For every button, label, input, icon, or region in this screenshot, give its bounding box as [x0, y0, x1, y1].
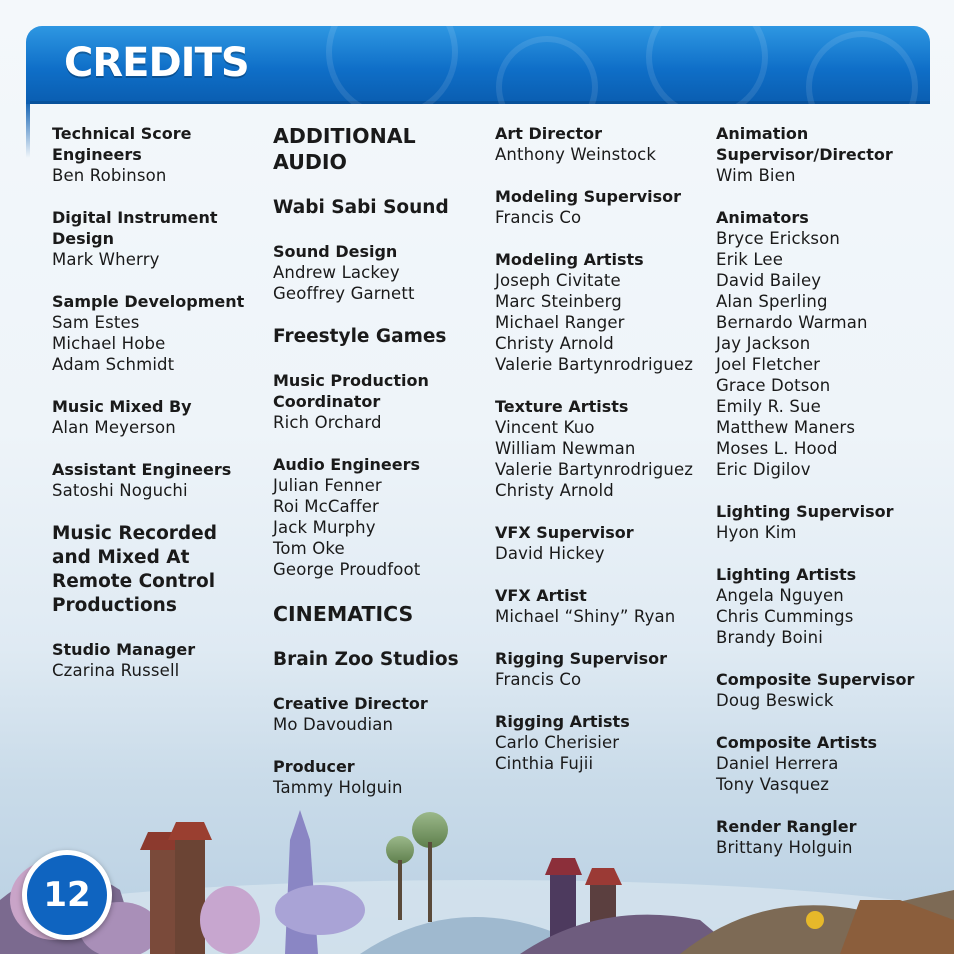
credit-role: Render Rangler — [716, 817, 857, 836]
credit-role: Animation Supervisor/Director — [716, 124, 893, 164]
credit-entry — [495, 585, 710, 627]
credit-entry — [495, 648, 710, 690]
credit-names: Sam Estes Michael Hobe Adam Schmidt — [52, 313, 175, 374]
credit-role: Art Director — [495, 124, 603, 143]
credit-role: Composite Supervisor — [716, 670, 915, 689]
credit-role: Creative Director — [273, 694, 428, 713]
credit-names: Doug Beswick — [716, 691, 834, 710]
credits-column-3 — [495, 123, 710, 795]
credit-role: Rigging Artists — [495, 712, 630, 731]
credit-names: Ben Robinson — [52, 166, 167, 185]
credit-role: Animators — [716, 208, 809, 227]
section-category-heading: ADDITIONAL AUDIO — [273, 124, 416, 174]
page-number-badge — [22, 850, 112, 940]
credit-names: Satoshi Noguchi — [52, 481, 188, 500]
credit-names: Mo Davoudian — [273, 715, 394, 734]
credit-entry — [495, 711, 710, 774]
page-number: 12 — [43, 875, 91, 915]
credit-entry — [52, 396, 267, 438]
credit-names: Alan Meyerson — [52, 418, 176, 437]
credit-names: Michael “Shiny” Ryan — [495, 607, 676, 626]
credit-names: Anthony Weinstock — [495, 145, 657, 164]
credit-names: Brittany Holguin — [716, 838, 853, 857]
credit-names: Francis Co — [495, 670, 582, 689]
credit-names: Carlo Cherisier Cinthia Fujii — [495, 733, 620, 773]
landscape-illustration — [0, 780, 954, 954]
credit-names: Tammy Holguin — [273, 778, 403, 797]
studio-heading: Brain Zoo Studios — [273, 649, 459, 670]
credit-names: Daniel Herrera Tony Vasquez — [716, 754, 839, 794]
credit-entry — [495, 522, 710, 564]
credit-role: Rigging Supervisor — [495, 649, 668, 668]
credit-names: Bryce Erickson Erik Lee David Bailey Alan Sperling Bernardo Warman Jay Jackson Joel Fletcher Grace Dotson Emily R. Sue Matthew Maners Moses L. Hood Eric Digilov — [716, 229, 868, 479]
banner-tail — [26, 100, 30, 158]
credit-names: Francis Co — [495, 208, 582, 227]
credits-column-4 — [716, 123, 931, 879]
credit-role: Lighting Artists — [716, 565, 857, 584]
credit-entry — [716, 501, 931, 543]
credit-role: Sample Development — [52, 292, 245, 311]
section-category-heading: CINEMATICS — [273, 602, 414, 626]
credit-names: Mark Wherry — [52, 250, 160, 269]
credit-role: Texture Artists — [495, 397, 629, 416]
credit-names: Wim Bien — [716, 166, 796, 185]
credit-role: Studio Manager — [52, 640, 196, 659]
credit-entry — [495, 396, 710, 501]
credit-role: Modeling Artists — [495, 250, 644, 269]
credit-entry — [52, 459, 267, 501]
credit-names: Rich Orchard — [273, 413, 382, 432]
credit-role: Modeling Supervisor — [495, 187, 682, 206]
credit-role: Music Production Coordinator — [273, 371, 429, 411]
credits-column-1 — [52, 123, 267, 702]
credit-entry — [52, 207, 267, 270]
credit-role: Digital Instrument Design — [52, 208, 218, 248]
page-title: CREDITS — [64, 40, 249, 86]
credit-entry — [495, 249, 710, 375]
credit-entry — [716, 564, 931, 648]
credit-names: Hyon Kim — [716, 523, 797, 542]
credit-entry — [52, 639, 267, 681]
credit-entry — [495, 186, 710, 228]
credit-entry — [52, 291, 267, 375]
credit-role: Music Mixed By — [52, 397, 192, 416]
credit-entry — [495, 123, 710, 165]
credit-role: Audio Engineers — [273, 455, 421, 474]
credit-role: Producer — [273, 757, 355, 776]
credit-names: Joseph Civitate Marc Steinberg Michael Ranger Christy Arnold Valerie Bartynrodriguez — [495, 271, 694, 374]
studio-heading: Freestyle Games — [273, 326, 447, 347]
credit-names: Angela Nguyen Chris Cummings Brandy Boini — [716, 586, 854, 647]
credit-entry — [273, 454, 488, 580]
credit-names: Julian Fenner Roi McCaffer Jack Murphy Tom Oke George Proudfoot — [273, 476, 421, 579]
credits-column-2 — [273, 123, 488, 819]
credit-names: David Hickey — [495, 544, 605, 563]
credit-names: Vincent Kuo William Newman Valerie Bartynrodriguez Christy Arnold — [495, 418, 694, 500]
credit-role: VFX Supervisor — [495, 523, 634, 542]
credit-entry — [716, 123, 931, 186]
credit-names: Andrew Lackey Geoffrey Garnett — [273, 263, 415, 303]
credit-entry — [273, 241, 488, 304]
credit-entry — [716, 207, 931, 480]
credit-role: Composite Artists — [716, 733, 878, 752]
credit-entry — [716, 669, 931, 711]
credit-entry — [273, 693, 488, 735]
studio-heading: Music Recorded and Mixed At Remote Control Productions — [52, 523, 217, 616]
credit-role: Assistant Engineers — [52, 460, 232, 479]
studio-heading: Wabi Sabi Sound — [273, 197, 449, 218]
credit-role: VFX Artist — [495, 586, 587, 605]
credit-names: Czarina Russell — [52, 661, 180, 680]
credit-role: Technical Score Engineers — [52, 124, 192, 164]
credit-role: Sound Design — [273, 242, 398, 261]
credit-entry — [52, 123, 267, 186]
credit-role: Lighting Supervisor — [716, 502, 894, 521]
credit-entry — [273, 370, 488, 433]
